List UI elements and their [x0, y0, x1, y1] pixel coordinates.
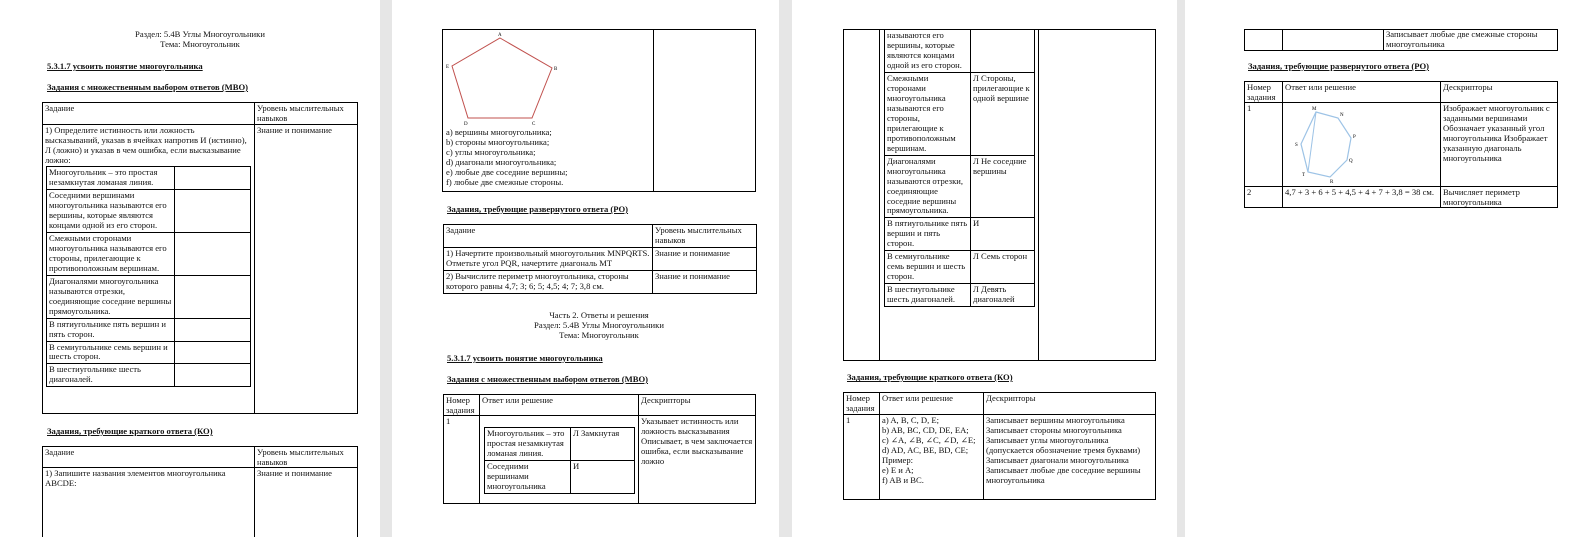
vertex-label: E — [446, 65, 450, 70]
vertex-label: B — [554, 67, 558, 72]
table-row — [485, 460, 635, 493]
descriptor-line: Записывает стороны многоугольника — [986, 424, 1122, 435]
statement-cell: Многоугольник – это простая незамкнутая ломаная линия. — [47, 167, 175, 190]
col-descriptors: Дескрипторы — [1443, 82, 1493, 92]
mbo-heading: Задания с множественным выбором ответов (МВО) — [447, 374, 649, 384]
ko-heading: Задания, требующие краткого ответа (КО) — [847, 372, 1013, 382]
answer-cell: Л Девять диагоналей — [971, 284, 1035, 307]
section-title: Раздел: 5.4В Углы Многоугольники — [135, 29, 265, 39]
answer-cell: И — [971, 218, 1035, 251]
task-text: 2) Вычислите периметр многоугольника, стороны которого равны 4,7; 3; 6; 5; 4,5; 4; 7; 3,8 см. — [444, 270, 653, 293]
task-number: 1 — [1247, 103, 1252, 113]
vertex-label: N — [1340, 113, 1344, 118]
answer-line: b) AB, BC, CD, DE, EA; — [882, 424, 969, 435]
objective-heading: 5.3.1.7 усвоить понятие многоугольника — [447, 353, 603, 363]
answer-cell — [971, 30, 1035, 73]
col-number: Номер задания — [846, 393, 875, 413]
vertex-label: S — [1295, 143, 1298, 148]
descriptor-line: Записывает диагонали многоугольника — [986, 454, 1129, 465]
section-title: Раздел: 5.4В Углы Многоугольники — [534, 319, 664, 330]
answer-cell[interactable] — [175, 167, 251, 190]
option-item: d) диагонали многоугольника; — [446, 156, 557, 167]
statement-cell: В семиугольнике семь вершин и шесть сторон. — [885, 251, 971, 284]
statement-cell: В шестиугольнике шесть диагоналей. — [47, 364, 175, 387]
col-level: Уровень мыслительных навыков — [257, 447, 344, 467]
page-1 — [0, 0, 380, 537]
col-level: Уровень мыслительных навыков — [653, 225, 757, 248]
option-item: b) стороны многоугольника; — [446, 136, 550, 147]
vertex-label: C — [532, 122, 536, 126]
answer-line: e) E и A; — [882, 464, 914, 475]
table-row — [885, 72, 1035, 155]
col-number: Номер задания — [446, 395, 475, 415]
topic-title: Тема: Многоугольник — [559, 329, 639, 340]
statement-cell: В пятиугольнике пять вершин и пять сторон. — [885, 218, 971, 251]
level-text: Знание и понимание — [653, 270, 757, 293]
table-row — [485, 428, 635, 461]
answer-line: a) A, B, C, D, E; — [882, 415, 940, 425]
statement-cell: Соседними вершинами многоугольника — [485, 460, 571, 493]
ro-heading: Задания, требующие развернутого ответа (РО) — [447, 204, 629, 214]
mbo-heading: Задания с множественным выбором ответов (МВО) — [47, 82, 249, 92]
task-number: 1 — [446, 416, 451, 426]
table-row — [885, 251, 1035, 284]
col-number: Номер задания — [1247, 82, 1276, 102]
task-text: 1) Начертите произвольный многоугольник MNPQRTS. Отметьте угол PQR, начертите диагональ MT — [444, 247, 653, 270]
vertex-label: T — [1302, 173, 1306, 178]
vertex-label: R — [1330, 180, 1334, 184]
level-text: Знание и понимание — [257, 125, 332, 135]
table-row — [47, 364, 251, 387]
descriptor-line: Записывает углы многоугольника (допускается обозначение тремя буквами) — [986, 434, 1141, 455]
statement-cell: называются его вершины, которые являются концами одной из его сторон. — [885, 30, 971, 73]
col-task: Задание — [45, 103, 75, 113]
topic-title: Тема: Многоугольник — [160, 38, 240, 49]
statement-cell: В пятиугольнике пять вершин и пять сторон. — [47, 318, 175, 341]
option-item: e) любые две соседние вершины; — [446, 166, 568, 177]
task-number: 1 — [846, 415, 851, 425]
statement-cell: В семиугольнике семь вершин и шесть сторон. — [47, 341, 175, 364]
statement-cell: Смежными сторонами многоугольника называются его стороны, прилегающие к противоположным вершинам. — [47, 232, 175, 275]
descriptor-text: Вычисляет периметр многоугольника — [1443, 187, 1520, 207]
col-descriptors: Дескрипторы — [641, 395, 691, 405]
descriptor-text: Записывает любые две смежные стороны многоугольника — [1386, 29, 1538, 49]
table-row — [47, 167, 251, 190]
statement-cell: Диагоналями многоугольника называются отрезки, соединяющие соседние вершины прямоугольника. — [47, 275, 175, 318]
table-row — [444, 270, 757, 293]
ko-heading: Задания, требующие краткого ответа (КО) — [47, 426, 213, 436]
answer-cell: Л Замкнутая — [571, 428, 635, 461]
statement-cell: Диагоналями многоугольника называются отрезки, соединяющие соседние вершины прямоугольника. — [885, 155, 971, 218]
page-3 — [792, 0, 1177, 537]
descriptor-text: Указывает истинность или ложность высказывания Описывает, в чем заключается ошибка, если высказывание ложно — [641, 416, 753, 466]
task-table-3 — [443, 224, 757, 294]
col-descriptors: Дескрипторы — [986, 393, 1036, 403]
task-number: 2 — [1247, 187, 1252, 197]
option-item: a) вершины многоугольника; — [446, 127, 552, 137]
table-row — [47, 318, 251, 341]
table-row — [885, 218, 1035, 251]
answer-text: 4,7 + 3 + 6 + 5 + 4,5 + 4 + 7 + 3,8 = 38 см. — [1285, 187, 1435, 197]
answer-line: c) ∠A, ∠B, ∠C, ∠D, ∠E; — [882, 434, 976, 445]
answer-line: f) AB и BC. — [882, 474, 924, 485]
vertex-label: Q — [1349, 159, 1353, 164]
table-row — [885, 284, 1035, 307]
statement-cell: В шестиугольнике шесть диагоналей. — [885, 284, 971, 307]
vertex-label: A — [498, 33, 502, 38]
inner-answer-table — [884, 29, 1035, 307]
answer-cell[interactable] — [175, 341, 251, 364]
statement-cell: Соседними вершинами многоугольника называются его вершины, которые являются концами одной из его сторон. — [47, 189, 175, 232]
option-item: f) любые две смежные стороны. — [446, 176, 564, 187]
statement-cell: Многоугольник – это простая незамкнутая ломаная линия. — [485, 428, 571, 461]
table-row — [47, 189, 251, 232]
vertex-label: M — [1312, 107, 1317, 112]
page-4 — [1185, 0, 1583, 537]
vertex-label: P — [1353, 135, 1356, 140]
answer-line: d) AD, AC, BE, BD, CE; — [882, 444, 969, 455]
answer-cell: И — [571, 460, 635, 493]
answer-cell: Л Не соседние вершины — [971, 155, 1035, 218]
answer-line: Пример: — [882, 454, 914, 465]
answer-cell[interactable] — [175, 364, 251, 387]
heptagon-figure — [1290, 104, 1360, 184]
table-row — [885, 155, 1035, 218]
task-text: 1) Определите истинность или ложность высказываний, указав в ячейках напротив И (истинно), Л (ложно) и указав в чем ошибка, если высказывание ложно: — [45, 125, 247, 165]
answer-cell: Л Стороны, прилегающие к одной вершине — [971, 72, 1035, 155]
table-row — [444, 247, 757, 270]
table-row — [47, 232, 251, 275]
col-task: Задание — [444, 225, 653, 248]
objective-heading: 5.3.1.7 усвоить понятие многоугольника — [47, 61, 203, 71]
pentagon-figure — [444, 30, 564, 126]
col-answer: Ответ или решение — [1285, 82, 1356, 92]
part2-title: Часть 2. Ответы и решения — [549, 310, 649, 320]
table-row — [47, 275, 251, 318]
task-text: 1) Запишите названия элементов многоугольника ABCDE: — [45, 468, 226, 488]
statements-table — [46, 166, 251, 387]
table-row — [885, 30, 1035, 73]
descriptor-text: Изображает многоугольник с заданными вершинами Обозначает указанный угол многоугольника Изображает указанную диагональ многоугольника — [1443, 103, 1550, 163]
answer-cell[interactable] — [175, 318, 251, 341]
descriptor-line: Записывает вершины многоугольника — [986, 415, 1125, 425]
table-row — [47, 341, 251, 364]
descriptor-line: Записывает любые две соседние вершины многоугольника — [986, 464, 1141, 485]
option-item: c) углы многоугольника; — [446, 146, 536, 157]
ro-heading: Задания, требующие развернутого ответа (РО) — [1248, 61, 1430, 71]
table-row — [444, 225, 757, 248]
answer-cell[interactable] — [175, 189, 251, 232]
answer-cell[interactable] — [175, 232, 251, 275]
col-task: Задание — [45, 447, 75, 457]
page-2 — [392, 0, 779, 537]
vertex-label: D — [464, 122, 468, 126]
level-text: Знание и понимание — [653, 247, 757, 270]
answer-cell[interactable] — [175, 275, 251, 318]
col-level: Уровень мыслительных навыков — [257, 103, 344, 123]
answer-cell: Л Семь сторон — [971, 251, 1035, 284]
statement-cell: Смежными сторонами многоугольника называются его стороны, прилегающие к противоположным вершинам. — [885, 72, 971, 155]
inner-answer-table — [484, 427, 635, 494]
col-answer: Ответ или решение — [482, 395, 553, 405]
col-answer: Ответ или решение — [882, 393, 953, 403]
level-text: Знание и понимание — [257, 468, 332, 478]
